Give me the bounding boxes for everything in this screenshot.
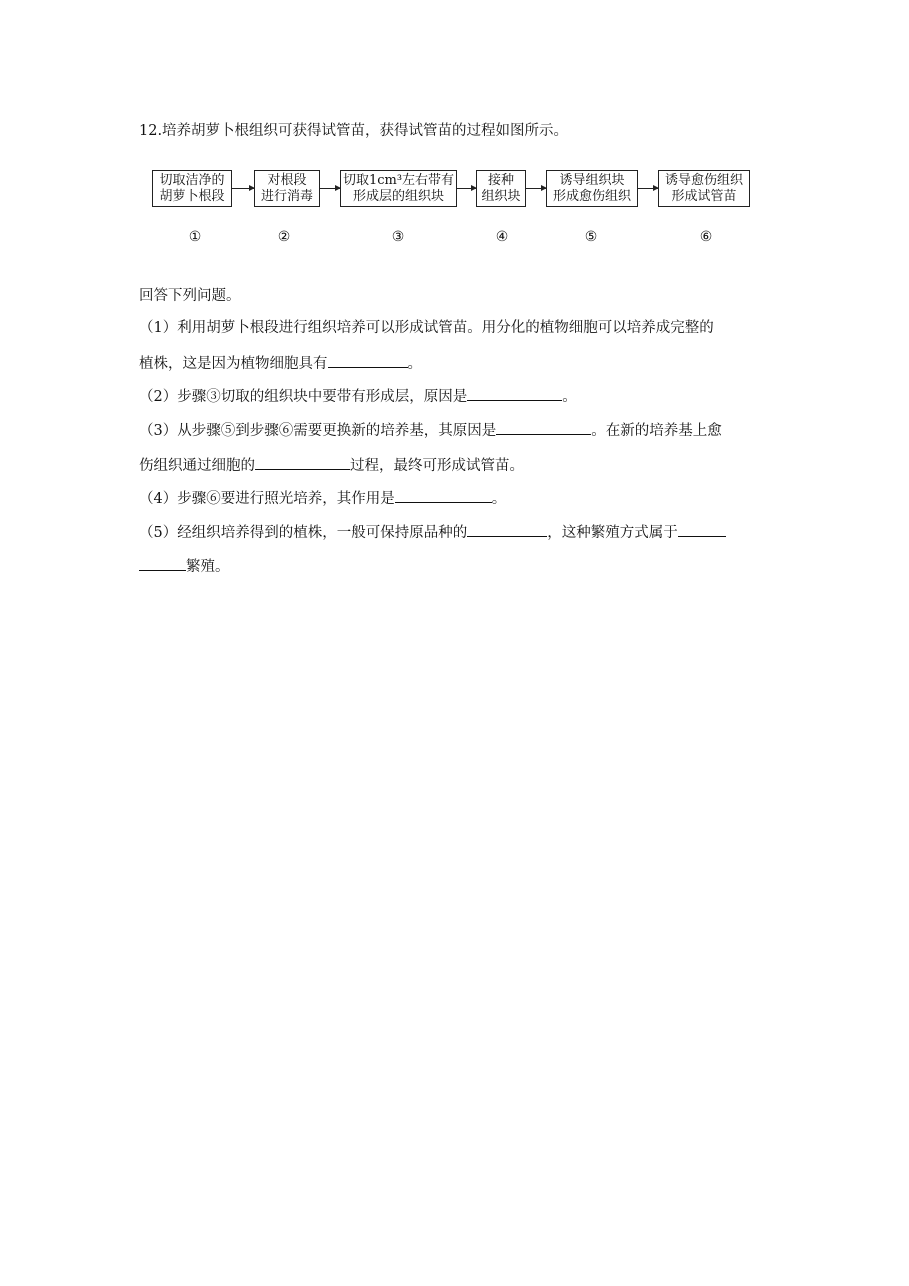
flow-step-4-line2: 组织块 xyxy=(481,188,521,204)
q4-line xyxy=(139,488,506,509)
q5-end: 繁殖。 xyxy=(186,559,230,575)
flow-arrow-1 xyxy=(232,188,254,189)
q5-answer-blank-2a[interactable] xyxy=(678,522,726,537)
q1-line1: （1）利用胡萝卜根段进行组织培养可以形成试管苗。用分化的植物细胞可以培养成完整的 xyxy=(139,320,714,336)
flow-step-3-line1: 切取1cm³左右带有 xyxy=(342,172,455,188)
flow-step-1-box xyxy=(152,170,232,207)
flow-step-2-line2: 进行消毒 xyxy=(260,188,313,204)
flow-step-6-line2: 形成试管苗 xyxy=(671,188,737,204)
q5-answer-blank-1[interactable] xyxy=(467,522,547,537)
flow-step-4-box xyxy=(476,170,526,207)
flow-step-4-number: ④ xyxy=(495,229,509,245)
q3-answer-blank-2[interactable] xyxy=(255,455,350,470)
flow-step-6-number: ⑥ xyxy=(699,229,713,245)
flow-step-2-line1: 对根段 xyxy=(267,172,307,188)
q4-answer-blank[interactable] xyxy=(395,488,492,503)
flow-arrow-3 xyxy=(457,188,476,189)
q2-end: 。 xyxy=(562,389,577,405)
q3-line1 xyxy=(139,420,722,441)
q3-text-a: （3）从步骤⑤到步骤⑥需要更换新的培养基，其原因是 xyxy=(139,423,497,439)
flow-step-3-number: ③ xyxy=(391,229,405,245)
flow-step-1-number: ① xyxy=(188,229,202,245)
q2-line xyxy=(139,386,577,407)
flow-step-1-line2: 胡萝卜根段 xyxy=(159,188,225,204)
q3-text-b: 。在新的培养基上愈 xyxy=(591,423,722,439)
flow-arrow-4 xyxy=(526,188,546,189)
q4-text: （4）步骤⑥要进行照光培养，其作用是 xyxy=(139,491,395,507)
q1-answer-blank[interactable] xyxy=(328,353,408,368)
flow-step-6-box xyxy=(658,170,750,207)
q5-line1 xyxy=(139,522,726,543)
q5-answer-blank-2b[interactable] xyxy=(139,556,186,571)
flow-step-3-box xyxy=(340,170,457,207)
q3-answer-blank-1[interactable] xyxy=(496,420,591,435)
q3-line2 xyxy=(139,455,524,476)
flow-step-5-line1: 诱导组织块 xyxy=(559,172,625,188)
flow-step-6-line1: 诱导愈伤组织 xyxy=(664,172,743,188)
q1-end: 。 xyxy=(407,356,422,372)
flow-step-1-line1: 切取洁净的 xyxy=(159,172,225,188)
q3-text-d: 过程，最终可形成试管苗。 xyxy=(350,458,524,474)
q3-text-c: 伤组织通过细胞的 xyxy=(139,458,255,474)
q5-text-b: ，这种繁殖方式属于 xyxy=(547,525,678,541)
intro-text: 回答下列问题。 xyxy=(139,288,241,304)
q5-line2 xyxy=(139,556,230,577)
q4-end: 。 xyxy=(491,491,507,507)
flow-step-3-line2: 形成层的组织块 xyxy=(352,188,444,204)
flow-step-5-line2: 形成愈伤组织 xyxy=(552,188,631,204)
flow-arrow-2 xyxy=(320,188,340,189)
q5-text-a: （5）经组织培养得到的植株，一般可保持原品种的 xyxy=(139,525,468,541)
question-title: 12.培养胡萝卜根组织可获得试管苗，获得试管苗的过程如图所示。 xyxy=(139,123,569,139)
flow-step-2-box xyxy=(254,170,320,207)
q2-answer-blank[interactable] xyxy=(467,386,562,401)
flow-step-5-number: ⑤ xyxy=(584,229,598,245)
q2-text: （2）步骤③切取的组织块中要带有形成层，原因是 xyxy=(139,389,468,405)
flow-step-4-line1: 接种 xyxy=(487,172,514,188)
q1-text: 植株，这是因为植物细胞具有 xyxy=(139,356,328,372)
q1-line2 xyxy=(139,353,422,374)
flow-step-2-number: ② xyxy=(277,229,291,245)
flow-step-5-box xyxy=(546,170,638,207)
flow-arrow-5 xyxy=(638,188,658,189)
